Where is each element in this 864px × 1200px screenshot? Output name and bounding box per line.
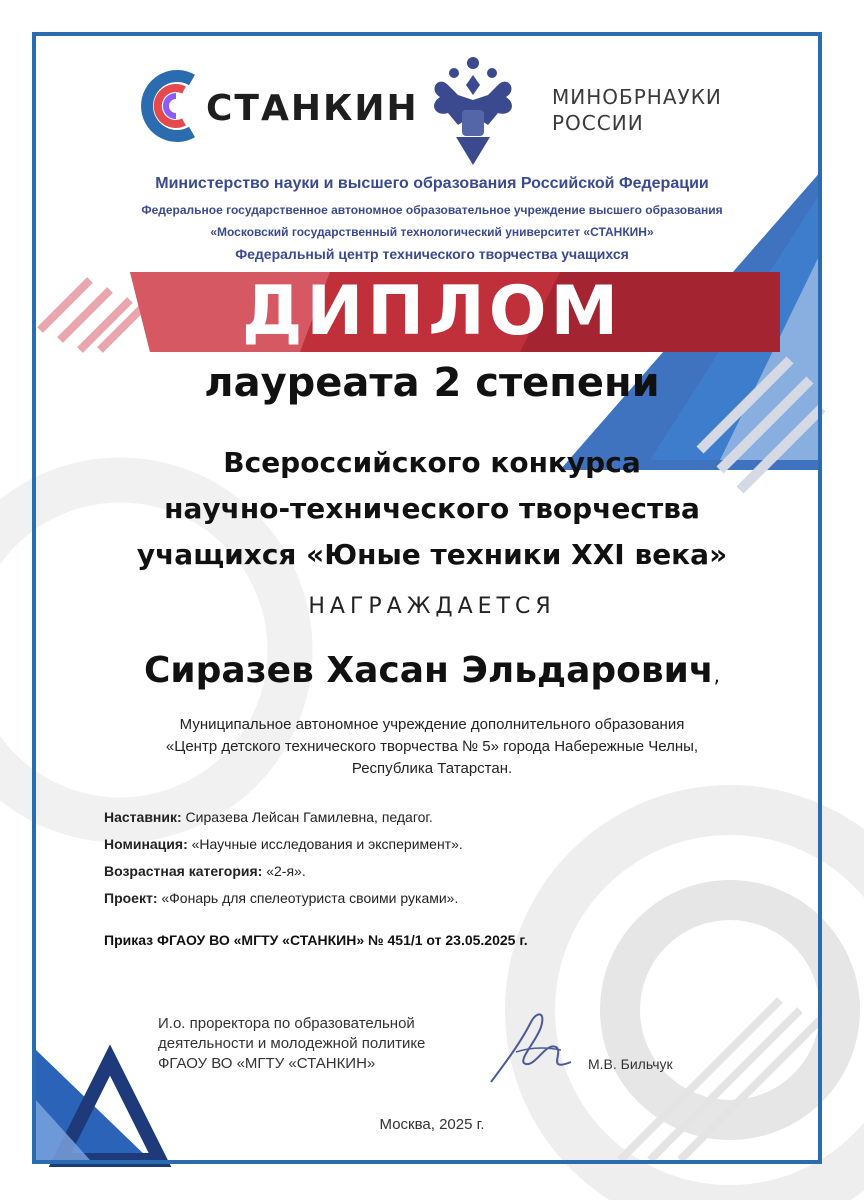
recipient-organization (80, 714, 784, 780)
contest-line3: учащихся «Юные техники XXI века» (136, 538, 728, 571)
header-line3: «Московский государственный технологический университет «СТАНКИН» (210, 225, 654, 239)
signatory-title (158, 1014, 498, 1074)
contest-line2: научно-технического творчества (164, 492, 700, 525)
contest-line1: Всероссийского конкурса (223, 446, 641, 479)
degree-text: лауреата 2 степени (204, 360, 660, 406)
detail-value: «Фонарь для спелеотуриста своими руками». (157, 890, 459, 906)
detail-label: Возрастная категория: (104, 863, 263, 879)
org-line1: Муниципальное автономное учреждение дополнительного образования (179, 716, 685, 733)
detail-nomination (104, 831, 764, 858)
ministry-line2: РОССИИ (552, 111, 644, 135)
recipient-name (0, 650, 864, 691)
ministry-logo-text (552, 84, 722, 136)
detail-value: «2-я». (262, 863, 306, 879)
order-reference: Приказ ФГАОУ ВО «МГТУ «СТАНКИН» № 451/1 от 23.05.2025 г. (104, 932, 528, 948)
awarded-label: НАГРАЖДАЕТСЯ (308, 594, 556, 619)
place-and-year: Москва, 2025 г. (379, 1116, 485, 1133)
detail-project (104, 885, 764, 912)
stankin-logo-text: СТАНКИН (206, 88, 419, 129)
recipient-comma: , (713, 663, 720, 687)
signer-name: М.В. Бильчук (588, 1056, 673, 1072)
detail-label: Наставник: (104, 809, 182, 825)
detail-label: Проект: (104, 890, 158, 906)
signatory-title-line3: ФГАОУ ВО «МГТУ «СТАНКИН» (158, 1055, 376, 1072)
org-line3: Республика Татарстан. (351, 760, 513, 777)
detail-age-category (104, 858, 764, 885)
coat-of-arms-icon (418, 55, 528, 170)
header-line1: Министерство науки и высшего образования Российской Федерации (155, 175, 709, 192)
detail-label: Номинация: (104, 836, 188, 852)
handwritten-signature-icon (486, 1002, 576, 1092)
detail-value: Сиразева Лейсан Гамилевна, педагог. (181, 809, 433, 825)
org-line2: «Центр детского технического творчества № 5» города Набережные Челны, (165, 738, 699, 755)
stankin-logo-icon (132, 66, 212, 146)
signatory-title-line1: И.о. проректора по образовательной (158, 1015, 415, 1032)
detail-mentor (104, 804, 764, 831)
header-line4: Федеральный центр технического творчества учащихся (235, 246, 629, 262)
ministry-line1: МИНОБРНАУКИ (552, 85, 722, 109)
recipient-name-text: Сиразев Хасан Эльдарович (144, 650, 714, 691)
signatory-title-line2: деятельности и молодежной политике (158, 1035, 426, 1052)
diploma-title: ДИПЛОМ (241, 272, 623, 351)
contest-name (60, 440, 804, 578)
header-line2: Федеральное государственное автономное образовательное учреждение высшего образования (141, 203, 723, 217)
detail-value: «Научные исследования и эксперимент». (187, 836, 463, 852)
details-list (104, 804, 764, 912)
